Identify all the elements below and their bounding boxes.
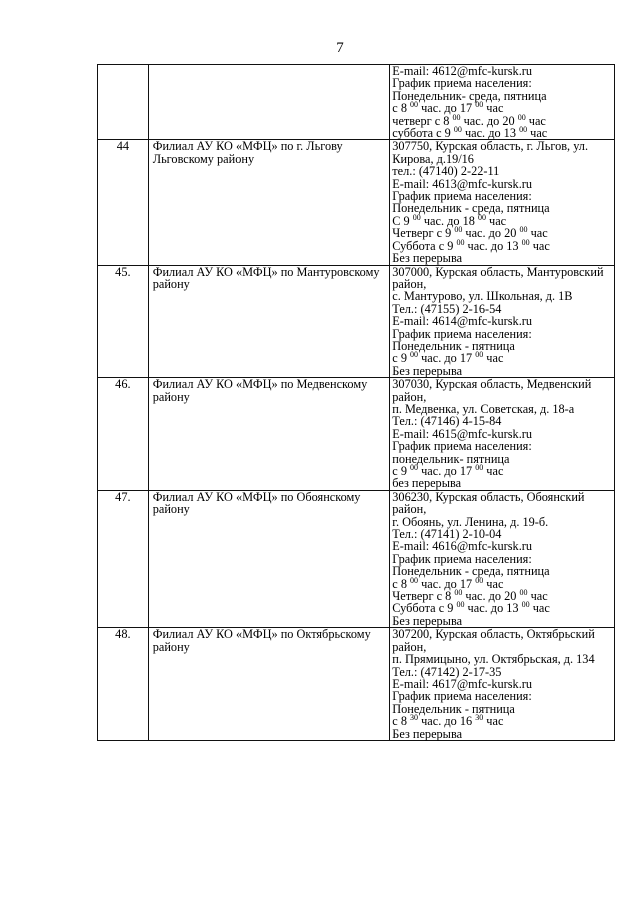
info-text: суббота с 9 <box>392 126 454 141</box>
time-minutes: 00 <box>521 237 530 247</box>
info-text: Без перерыва <box>392 726 463 741</box>
info-text: час <box>483 576 504 591</box>
row-number: 44 <box>98 140 149 265</box>
table-row <box>98 490 615 627</box>
info-text: С 9 <box>392 213 413 228</box>
branches-table <box>97 64 615 741</box>
info-text: час. до 17 <box>418 464 476 478</box>
info-text: час <box>483 464 504 478</box>
info-text: п. Прямицыно, ул. Октябрьская, д. 134 <box>392 652 595 667</box>
table-row <box>98 140 615 265</box>
info-text: тел.: (47140) 2-22-11 <box>392 164 500 179</box>
info-text: Понедельник - среда, пятница <box>392 564 550 579</box>
info-text: Кирова, д.19/16 <box>392 151 474 166</box>
table-row <box>98 628 615 741</box>
info-text: час. до 16 <box>418 714 476 729</box>
info-text: час <box>527 226 548 241</box>
info-text: Тел.: (47141) 2-10-04 <box>392 527 502 542</box>
time-minutes: 00 <box>475 350 484 360</box>
info-text: График приема населения: <box>392 439 532 454</box>
time-minutes: 00 <box>410 575 419 585</box>
info-line <box>392 124 612 141</box>
branch-name: Филиал АУ КО «МФЦ» по г. Льгову Льговскому району <box>148 140 390 265</box>
info-text: час <box>485 213 507 228</box>
branch-contact-info <box>390 140 615 265</box>
branch-name: Филиал АУ КО «МФЦ» по Обоянскому району <box>148 490 390 627</box>
time-minutes: 00 <box>456 237 465 247</box>
time-minutes: 30 <box>475 713 484 723</box>
info-text: Без перерыва <box>392 613 463 628</box>
info-text: Тел.: (47146) 4-15-84 <box>392 414 502 429</box>
info-text: E-mail: 4614@mfc-kursk.ru <box>392 314 533 329</box>
time-minutes: 00 <box>475 575 484 585</box>
branch-contact-info <box>390 65 615 140</box>
info-text: E-mail: 4617@mfc-kursk.ru <box>392 676 533 691</box>
info-text: район, <box>392 502 427 517</box>
row-number: 48. <box>98 628 149 741</box>
branch-name: Филиал АУ КО «МФЦ» по Октябрьскому району <box>148 628 390 741</box>
info-text: Четверг с 8 <box>392 589 455 604</box>
row-number <box>98 65 149 140</box>
branch-name: Филиал АУ КО «МФЦ» по Мантуровскому району <box>148 265 390 378</box>
info-text: 307750, Курская область, г. Льгов, ул. <box>392 139 589 154</box>
info-text: час <box>483 351 504 366</box>
info-text: Тел.: (47155) 2-16-54 <box>392 301 502 316</box>
time-minutes: 00 <box>454 587 463 597</box>
time-minutes: 00 <box>519 587 528 597</box>
info-text: E-mail: 4612@mfc-kursk.ru <box>392 64 533 78</box>
branch-contact-info <box>390 628 615 741</box>
info-text: час. до 20 <box>460 113 518 128</box>
time-minutes: 00 <box>456 600 465 610</box>
time-minutes: 00 <box>521 600 530 610</box>
table-row <box>98 65 615 140</box>
time-minutes: 00 <box>519 225 528 235</box>
info-text: 306230, Курская область, Обоянский <box>392 489 585 504</box>
info-text: г. Обоянь, ул. Ленина, д. 19-б. <box>392 514 549 529</box>
info-text: с 8 <box>392 714 411 729</box>
time-minutes: 00 <box>517 112 526 122</box>
info-text: График приема населения: <box>392 189 532 204</box>
info-text: E-mail: 4615@mfc-kursk.ru <box>392 426 533 441</box>
info-text: час <box>529 601 550 616</box>
branch-contact-info <box>390 265 615 378</box>
info-line <box>392 615 612 627</box>
info-text: Без перерыва <box>392 251 463 266</box>
info-text: район, <box>392 389 427 404</box>
info-text: Без перерыва <box>392 363 463 378</box>
table-row <box>98 265 615 378</box>
info-line <box>392 365 612 377</box>
info-text: 307200, Курская область, Октябрьский <box>392 627 595 642</box>
time-minutes: 00 <box>519 124 528 134</box>
time-minutes: 00 <box>453 124 462 134</box>
info-text: понедельник- пятница <box>392 451 510 466</box>
info-text: Суббота с 9 <box>392 238 457 253</box>
info-text: Четверг с 9 <box>392 226 455 241</box>
branch-contact-info <box>390 490 615 627</box>
info-text: График приема населения: <box>392 551 532 566</box>
info-text: четверг с 8 <box>392 113 453 128</box>
info-text: час. до 13 <box>464 601 522 616</box>
time-minutes: 00 <box>477 212 486 222</box>
info-text: с 9 <box>392 464 411 478</box>
info-text: район, <box>392 639 427 654</box>
info-text: час <box>527 126 548 141</box>
info-text: E-mail: 4613@mfc-kursk.ru <box>392 176 533 191</box>
info-text: час <box>483 714 504 729</box>
time-minutes: 00 <box>475 462 484 472</box>
info-text: E-mail: 4616@mfc-kursk.ru <box>392 539 533 554</box>
page-number: 7 <box>336 40 344 56</box>
info-text: с 8 <box>392 101 411 116</box>
info-text: с 8 <box>392 576 411 591</box>
info-text: час. до 17 <box>418 576 476 591</box>
info-text: Понедельник - пятница <box>392 338 515 353</box>
info-text: час. до 17 <box>418 351 476 366</box>
info-text: п. Медвенка, ул. Советская, д. 18-а <box>392 401 575 416</box>
time-minutes: 00 <box>475 100 484 110</box>
info-text: без перерыва <box>392 476 462 491</box>
time-minutes: 00 <box>410 100 419 110</box>
info-text: 307030, Курская область, Медвенский <box>392 377 592 392</box>
info-text: час. до 17 <box>418 101 476 116</box>
info-text: Суббота с 9 <box>392 601 457 616</box>
info-text: район, <box>392 276 427 291</box>
info-text: час <box>529 238 550 253</box>
info-text: 307000, Курская область, Мантуровский <box>392 264 604 279</box>
info-text: График приема населения: <box>392 326 532 341</box>
branch-contact-info <box>390 378 615 491</box>
table-row <box>98 378 615 491</box>
info-text: Понедельник- среда, пятница <box>392 88 547 103</box>
info-text: График приема населения: <box>392 76 532 91</box>
info-text: час <box>483 101 504 116</box>
info-text: час. до 20 <box>462 226 520 241</box>
info-text: час. до 20 <box>462 589 520 604</box>
info-text: час <box>525 113 546 128</box>
info-text: час. до 18 <box>420 213 478 228</box>
info-text: Понедельник - пятница <box>392 701 515 716</box>
time-minutes: 00 <box>454 225 463 235</box>
branch-name: Филиал АУ КО «МФЦ» по Медвенскому району <box>148 378 390 491</box>
info-text: с 9 <box>392 351 411 366</box>
info-text: час. до 13 <box>464 238 522 253</box>
branch-name <box>148 65 390 140</box>
info-text: с. Мантурово, ул. Школьная, д. 1В <box>392 289 573 304</box>
time-minutes: 00 <box>410 350 419 360</box>
time-minutes: 00 <box>410 462 419 472</box>
info-line <box>392 477 612 489</box>
row-number: 46. <box>98 378 149 491</box>
row-number: 45. <box>98 265 149 378</box>
info-text: час. до 13 <box>461 126 520 141</box>
time-minutes: 00 <box>452 112 461 122</box>
info-text: График приема населения: <box>392 689 532 704</box>
time-minutes: 30 <box>410 713 419 723</box>
info-line <box>392 728 612 740</box>
row-number: 47. <box>98 490 149 627</box>
info-text: час <box>527 589 548 604</box>
info-line <box>392 252 612 264</box>
info-text: Тел.: (47142) 2-17-35 <box>392 664 502 679</box>
info-text: Понедельник - среда, пятница <box>392 201 550 216</box>
time-minutes: 00 <box>412 212 421 222</box>
